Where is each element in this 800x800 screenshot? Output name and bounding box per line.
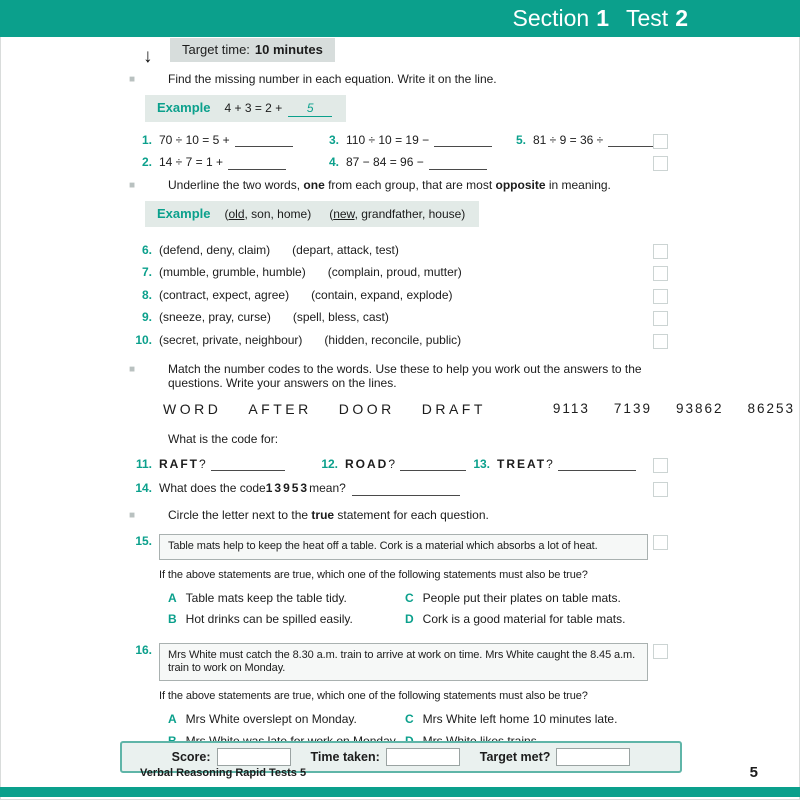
option-text: People put their plates on table mats.: [422, 590, 621, 605]
question-9: [128, 310, 668, 324]
word-group-2: (depart, attack, test): [292, 242, 399, 257]
equation-text: 87 − 84 = 96 −: [346, 155, 424, 170]
example-label: Example: [157, 100, 211, 116]
question-7: [128, 265, 668, 279]
bullet-icon: ■: [129, 74, 136, 85]
question-mark: ?: [546, 456, 553, 471]
question-number: 6.: [141, 242, 152, 257]
marking-box[interactable]: [653, 458, 668, 473]
time-taken-label: Time taken:: [310, 749, 380, 764]
code-number: 93862: [675, 401, 724, 417]
code-number: 86253: [747, 401, 796, 417]
question-14: [128, 481, 668, 495]
answer-blank[interactable]: [352, 483, 460, 496]
option-text: Mrs White left home 10 minutes late.: [422, 712, 618, 727]
instruction-missing-numbers: [128, 72, 668, 86]
target-met-pair: [480, 748, 631, 766]
block-missing-numbers: [128, 38, 668, 170]
question-6: [128, 243, 668, 257]
question-4: [315, 155, 502, 169]
instruction-part: statement for each question.: [334, 508, 489, 522]
word-group-1: (contract, expect, agree): [159, 287, 290, 302]
target-time-box: [170, 38, 335, 62]
question-number: 10.: [135, 332, 152, 347]
marking-box[interactable]: [653, 535, 668, 550]
time-taken-input[interactable]: [386, 748, 460, 766]
option-letter[interactable]: C: [405, 590, 414, 605]
instruction-true-statements: [128, 508, 668, 522]
answer-blank[interactable]: [434, 134, 492, 147]
option-text: Mrs White overslept on Monday.: [185, 712, 357, 727]
question-number: 13.: [473, 456, 490, 471]
question-16: [128, 643, 668, 681]
question-13: [466, 457, 636, 471]
marking-box[interactable]: [653, 482, 668, 497]
marking-box[interactable]: [653, 244, 668, 259]
question-11: [128, 457, 314, 471]
answer-blank[interactable]: [400, 458, 466, 471]
block-codes: [128, 362, 796, 496]
question-number: 12.: [321, 456, 338, 471]
question-16-prompt: If the above statements are true, which one of the following statements must also be true?: [159, 689, 588, 702]
word-group-2: (contain, expand, explode): [311, 287, 453, 302]
marking-box[interactable]: [653, 289, 668, 304]
code-word: AFTER: [248, 400, 312, 417]
marking-box[interactable]: [653, 644, 668, 659]
question-8: [128, 288, 668, 302]
book-title: Verbal Reasoning Rapid Tests 5: [140, 766, 307, 779]
example-row: [145, 201, 668, 227]
question-number: 7.: [141, 265, 152, 280]
question-5: [502, 133, 668, 147]
instruction-part: from each group, that are most: [324, 178, 496, 192]
question-number: 16.: [135, 642, 152, 657]
option-text: Hot drinks can be spilled easily.: [185, 612, 353, 627]
equation-row-2: [128, 155, 668, 169]
score-input[interactable]: [217, 748, 291, 766]
question-15-prompt: If the above statements are true, which one of the following statements must also be true?: [159, 568, 588, 581]
marking-box[interactable]: [653, 134, 668, 149]
example-label: Example: [157, 206, 211, 222]
question-number: 15.: [135, 534, 152, 549]
question-10: [128, 333, 668, 347]
marking-box[interactable]: [653, 311, 668, 326]
instruction-bold: one: [303, 178, 325, 192]
equation-text: 81 ÷ 9 = 36 ÷: [533, 132, 604, 147]
statement-box: [159, 643, 648, 681]
word-group-1: (sneeze, pray, curse): [159, 310, 271, 325]
example-box: [145, 95, 346, 121]
page-number: 5: [749, 764, 758, 781]
option-letter[interactable]: D: [405, 612, 414, 627]
question-post: mean?: [309, 481, 346, 496]
code-word: DOOR: [338, 400, 395, 417]
answer-blank[interactable]: [429, 157, 487, 170]
word-group-1: (mumble, grumble, humble): [159, 265, 306, 280]
statement-text: Table mats help to keep the heat off a table. Cork is a material which absorbs a lot of heat.: [168, 540, 598, 553]
option-letter[interactable]: A: [168, 590, 177, 605]
question-12: [314, 457, 466, 471]
instruction-part: in meaning.: [545, 178, 611, 192]
target-time-label: Target time:: [182, 42, 250, 57]
code-questions-row: [128, 457, 668, 471]
question-3: [315, 133, 502, 147]
question-1: [128, 133, 315, 147]
option-d[interactable]: [405, 612, 668, 626]
section-word: Section: [512, 4, 590, 31]
codes-row: [163, 400, 796, 418]
block-opposites: [128, 178, 668, 347]
instruction-text: Find the missing number in each equation. Write it on the line.: [168, 72, 497, 86]
bullet-icon: ■: [129, 180, 136, 191]
underlined-word: old: [228, 207, 245, 222]
target-met-label: Target met?: [479, 749, 551, 764]
question-mark: ?: [199, 456, 206, 471]
word-group-2: [329, 207, 465, 221]
paren: (: [224, 207, 229, 222]
equation-text: 70 ÷ 10 = 5 +: [159, 132, 230, 147]
underlined-word: new: [333, 207, 355, 222]
word-group-1: [224, 207, 311, 221]
example-equation: 4 + 3 = 2 +: [224, 101, 283, 116]
question-15: [128, 534, 668, 559]
example-answer: 5: [288, 101, 332, 116]
codes-prompt: What is the code for:: [168, 431, 279, 446]
block-true-statements: [128, 508, 668, 748]
question-number: 14.: [135, 481, 152, 496]
question-15-options: [168, 591, 668, 627]
code-word-bold: TREAT: [497, 456, 547, 471]
code-number: 9113: [552, 401, 590, 417]
test-word: Test: [626, 4, 669, 31]
instruction-part: Underline the two words,: [168, 178, 304, 192]
question-number: 1.: [141, 132, 152, 147]
section-header-bar: [0, 0, 800, 37]
score-pair: [172, 748, 291, 766]
score-label: Score:: [171, 749, 211, 764]
test-number: 2: [675, 4, 688, 31]
code-word-bold: ROAD: [345, 456, 389, 471]
equation-row-1: [128, 133, 668, 147]
down-arrow-icon: ↓: [143, 46, 153, 67]
question-number: 11.: [135, 456, 152, 471]
code-word-bold: RAFT: [159, 456, 199, 471]
bullet-icon: ■: [129, 510, 136, 521]
target-time-row: [128, 38, 668, 66]
target-met-input[interactable]: [556, 748, 630, 766]
group-rest: , son, home): [244, 207, 312, 222]
option-b[interactable]: [168, 612, 405, 626]
option-letter[interactable]: A: [168, 712, 177, 727]
answer-blank[interactable]: [558, 458, 636, 471]
marking-box[interactable]: [653, 334, 668, 349]
question-number: 2.: [141, 155, 152, 170]
answer-blank[interactable]: [235, 134, 293, 147]
option-text: Table mats keep the table tidy.: [185, 590, 347, 605]
instruction-text: Match the number codes to the words. Use these to help you work out the answers to the questions. Write your answers on the lines.: [168, 362, 642, 391]
paren: (: [329, 207, 334, 222]
option-a[interactable]: [168, 591, 405, 605]
code-word: DRAFT: [421, 400, 486, 417]
group-rest: , grandfather, house): [354, 207, 466, 222]
instruction-bold: opposite: [495, 178, 546, 192]
instruction-bold: true: [311, 508, 335, 522]
question-mark: ?: [388, 456, 396, 471]
answer-blank[interactable]: [211, 458, 285, 471]
word-group-2: (hidden, reconcile, public): [324, 332, 462, 347]
statement-box: [159, 534, 648, 559]
marking-box[interactable]: [653, 266, 668, 281]
code-number: 7139: [613, 401, 652, 417]
instruction-part: Circle the letter next to the: [168, 508, 312, 522]
code-word: WORD: [163, 400, 222, 417]
word-group-2: (spell, bless, cast): [292, 310, 389, 325]
word-group-1: (secret, private, neighbour): [159, 332, 303, 347]
bullet-icon: ■: [129, 364, 136, 375]
question-number: 8.: [141, 287, 152, 302]
question-2: [128, 155, 315, 169]
question-number: 9.: [141, 310, 152, 325]
section-number: 1: [596, 4, 610, 31]
option-c[interactable]: [405, 591, 668, 605]
answer-blank[interactable]: [228, 157, 286, 170]
option-text: Cork is a good material for table mats.: [422, 612, 626, 627]
option-c[interactable]: [405, 712, 668, 726]
instruction-codes: [128, 362, 668, 391]
question-number: 4.: [328, 155, 339, 170]
equation-text: 14 ÷ 7 = 1 +: [159, 155, 223, 170]
word-group-2: (complain, proud, mutter): [327, 265, 462, 280]
instruction-opposites: [128, 178, 668, 192]
bottom-bar: [0, 787, 800, 797]
marking-box[interactable]: [653, 156, 668, 171]
time-taken-pair: [311, 748, 460, 766]
question-number: 5.: [515, 132, 526, 147]
option-letter[interactable]: C: [405, 712, 414, 727]
code-number-bold: 13953: [265, 481, 310, 496]
target-time-value: 10 minutes: [254, 42, 323, 57]
example-row: [145, 95, 668, 121]
word-group-1: (defend, deny, claim): [159, 242, 271, 257]
equation-text: 110 ÷ 10 = 19 −: [346, 132, 430, 147]
statement-text: Mrs White must catch the 8.30 a.m. train to arrive at work on time. Mrs White caught the 8.45 a.m. train to work on Monday.: [168, 648, 636, 674]
question-pre: What does the code: [159, 481, 266, 496]
option-a[interactable]: [168, 712, 405, 726]
example-box: [145, 201, 479, 227]
option-letter[interactable]: B: [168, 612, 177, 627]
question-number: 3.: [328, 132, 339, 147]
